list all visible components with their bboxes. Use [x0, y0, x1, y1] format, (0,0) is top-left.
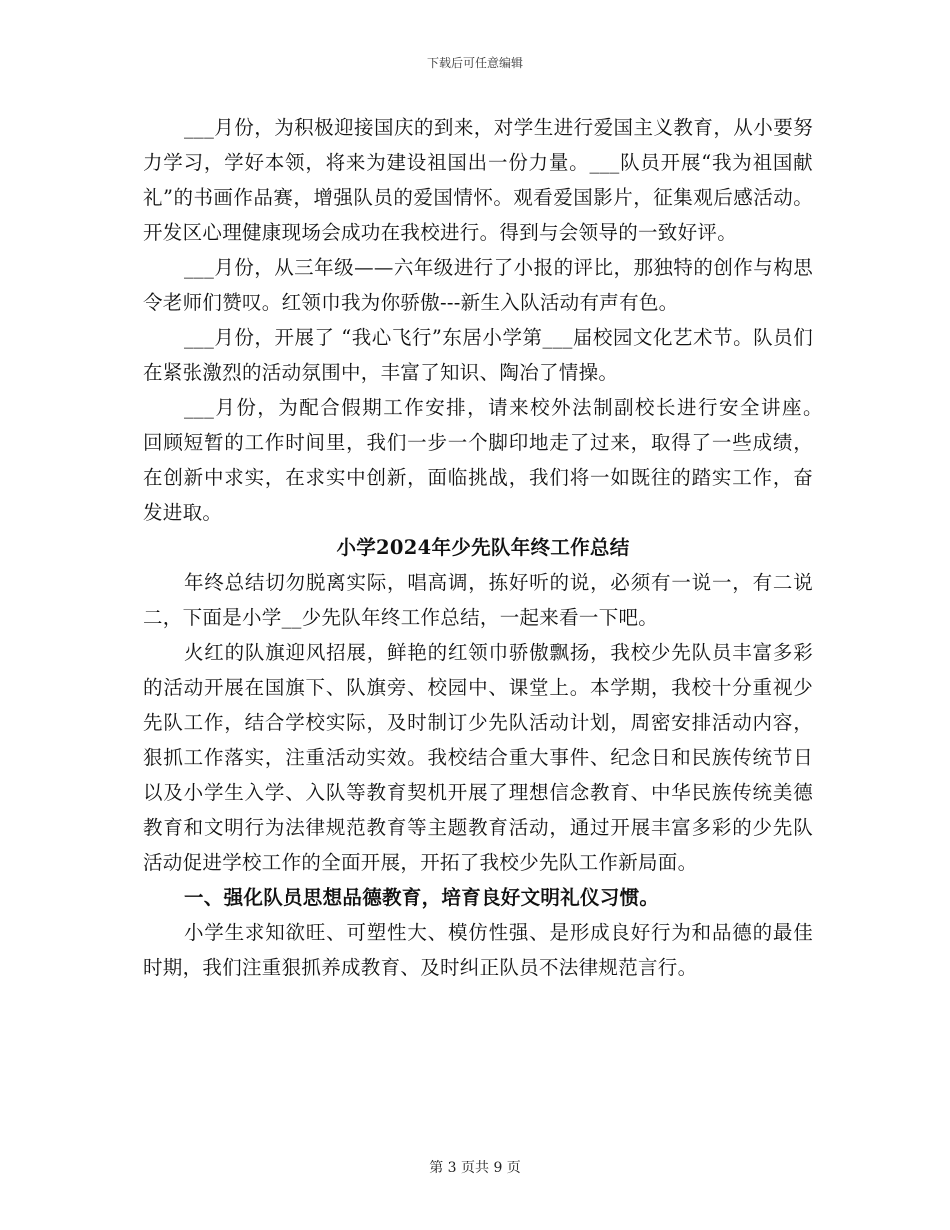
subheading-one: 一、强化队员思想品德教育，培育良好文明礼仪习惯。: [184, 886, 660, 909]
paragraph-intro: 年终总结切勿脱离实际，唱高调，拣好听的说，必须有一说一，有二说二，下面是小学__少先队年终工作总结，一起来看一下吧。: [143, 571, 813, 629]
paragraph-september: ___月份，为积极迎接国庆的到来，对学生进行爱国主义教育，从小要努力学习，学好本领，将来为建设祖国出一份力量。___队员开展“我为祖国献礼”的书画作品赛，增强队员的爱国情怀。观看爱国影片，征集观后感活动。开发区心理健康现场会成功在我校进行。得到与会领导的一致好评。: [143, 116, 813, 244]
paragraph-overview: 火红的队旗迎风招展，鲜艳的红领巾骄傲飘扬，我校少先队员丰富多彩的活动开展在国旗下、队旗旁、校园中、课堂上。本学期，我校十分重视少先队工作，结合学校实际，及时制订少先队活动计划，周密安排活动内容，狠抓工作落实，注重活动实效。我校结合重大事件、纪念日和民族传统节日以及小学生入学、入队等教育契机开展了理想信念教育、中华民族传统美德教育和文明行为法律规范教育等主题教育活动，通过开展丰富多彩的少先队活动促进学校工作的全面开展，开拓了我校少先队工作新局面。: [143, 641, 813, 874]
page-header: 下载后可任意编辑: [426, 56, 523, 70]
document-body: [143, 110, 833, 985]
paragraph-november: ___月份，开展了 “我心飞行”东居小学第___届校园文化艺术节。队员们在紧张激烈的活动氛围中，丰富了知识、陶冶了情操。: [143, 326, 813, 384]
paragraph-december: ___月份，为配合假期工作安排，请来校外法制副校长进行安全讲座。 回顾短暂的工作时间里，我们一步一个脚印地走了过来，取得了一些成绩，在创新中求实，在求实中创新，面临挑战，我们将一如既往的踏实工作，奋发进取。: [143, 396, 833, 524]
section-title: 小学2024年少先队年终工作总结: [336, 536, 630, 559]
paragraph-october: ___月份，从三年级——六年级进行了小报的评比，那独特的创作与构思令老师们赞叹。红领巾我为你骄傲---新生入队活动有声有色。: [143, 256, 813, 314]
paragraph-moral-education: 小学生求知欲旺、可塑性大、模仿性强、是形成良好行为和品德的最佳时期，我们注重狠抓养成教育、及时纠正队员不法律规范言行。: [143, 921, 813, 979]
page-footer: 第 3 页共 9 页: [429, 1160, 521, 1176]
